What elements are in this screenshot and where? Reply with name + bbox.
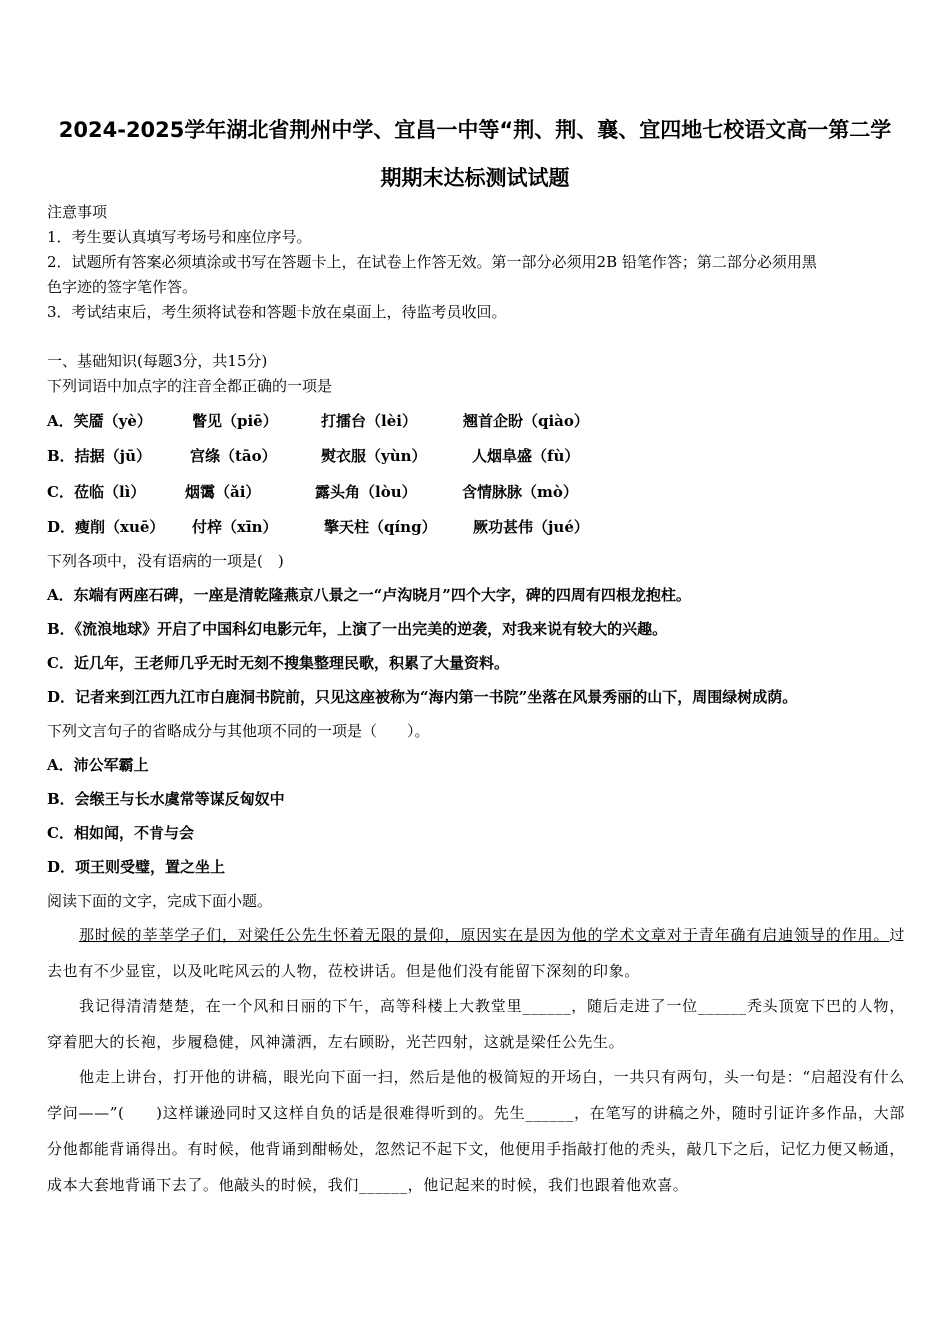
option-cell: 付梓（xīn） — [192, 518, 278, 536]
option-cell: B．拮据（jū） — [47, 447, 152, 465]
option-cell: 含情脉脉（mò） — [462, 483, 578, 501]
paragraph-text: 过去也有不少显宦，以及叱咤风云的人物，莅校讲话。但是他们没有能留下深刻的印象。 — [47, 926, 905, 980]
option-cell: 露头角（lòu） — [315, 483, 417, 501]
option-c: C．相如闻，不肯与会 — [47, 824, 194, 842]
notice-item: 3．考试结束后，考生须将试卷和答题卡放在桌面上，待监考员收回。 — [47, 303, 507, 321]
option-cell: C．莅临（lì） — [47, 483, 146, 501]
option-cell: 烟霭（ǎi） — [185, 483, 261, 501]
reading-intro: 阅读下面的文字，完成下面小题。 — [47, 892, 273, 910]
option-cell: D．瘦削（xuē） — [47, 518, 165, 536]
option-cell: 熨衣服（yùn） — [321, 447, 427, 465]
notice-item: 色字迹的签字笔作答。 — [47, 278, 198, 296]
option-cell: 瞥见（piē） — [192, 412, 278, 430]
option-cell: 翘首企盼（qiào） — [463, 412, 589, 430]
question-stem: 下列各项中，没有语病的一项是( ) — [47, 552, 284, 570]
question-stem: 下列词语中加点字的注音全都正确的一项是 — [47, 377, 333, 395]
option-d: D．记者来到江西九江市白鹿洞书院前，只见这座被称为“海内第一书院”坐落在风景秀丽的山下，周围绿树成荫。 — [47, 688, 798, 706]
reading-paragraph-3: 他走上讲台，打开他的讲稿，眼光向下面一扫，然后是他的极简短的开场白，一共只有两句，头一句是：“启超没有什么学问——”( )这样谦逊同时又这样自负的话是很难得听到的。先生______，在笔写的讲稿之外，随时引证许多作品，大部分他都能背诵得出。有时候，他背诵到酣畅处，忽然记不起下文，他便用手指敲打他的秃头，敲几下之后，记忆力便又畅通，成本大套地背诵下去了。他敲头的时候，我们______，他记起来的时候，我们也跟着他欢喜。 — [47, 1068, 906, 1194]
option-cell: 打擂台（lèi） — [321, 412, 417, 430]
option-a: A．东端有两座石碑，一座是清乾隆燕京八景之一“卢沟晓月”四个大字，碑的四周有四根龙抱柱。 — [47, 586, 691, 604]
underlined-sentence: 那时候的莘莘学子们，对梁任公先生怀着无限的景仰，原因实在是因为他的学术文章对于青年确有启迪领导的作用。 — [79, 926, 890, 944]
question-stem: 下列文言句子的省略成分与其他项不同的一项是（ ）。 — [47, 722, 430, 740]
option-cell: 人烟阜盛（fù） — [472, 447, 580, 465]
notice-item: 2．试题所有答案必须填涂或书写在答题卡上，在试卷上作答无效。第一部分必须用2B 铅笔作答；第二部分必须用黑 — [47, 253, 817, 271]
option-a: A．沛公军霸上 — [47, 756, 149, 774]
option-cell: A．笑靥（yè） — [47, 412, 152, 430]
exam-title-line2: 期期末达标测试试题 — [380, 166, 570, 190]
option-b: B．《流浪地球》开启了中国科幻电影元年，上演了一出完美的逆袭，对我来说有较大的兴趣。 — [47, 620, 668, 638]
reading-paragraph-2: 我记得清清楚楚，在一个风和日丽的下午，高等科楼上大教堂里______，随后走进了一位______秃头顶宽下巴的人物，穿着肥大的长袍，步履稳健，风神潇洒，左右顾盼，光芒四射，这就是梁任公先生。 — [47, 997, 905, 1051]
notice-heading: 注意事项 — [47, 203, 108, 221]
option-d: D．项王则受璧，置之坐上 — [47, 858, 226, 876]
option-c: C．近几年，王老师几乎无时无刻不搜集整理民歌，积累了大量资料。 — [47, 654, 509, 672]
reading-paragraph-1 — [47, 917, 905, 989]
option-b: B．会缑王与长水虞常等谋反匈奴中 — [47, 790, 285, 808]
option-cell: 擎天柱（qíng） — [324, 518, 437, 536]
option-cell: 宫绦（tāo） — [190, 447, 277, 465]
exam-title-line1: 2024-2025学年湖北省荆州中学、宜昌一中等“荆、荆、襄、宜四地七校语文高一第二学 — [58, 118, 892, 142]
option-cell: 厥功甚伟（jué） — [473, 518, 589, 536]
notice-item: 1．考生要认真填写考场号和座位序号。 — [47, 228, 312, 246]
section-heading: 一、基础知识(每题3分，共15分) — [47, 352, 268, 370]
